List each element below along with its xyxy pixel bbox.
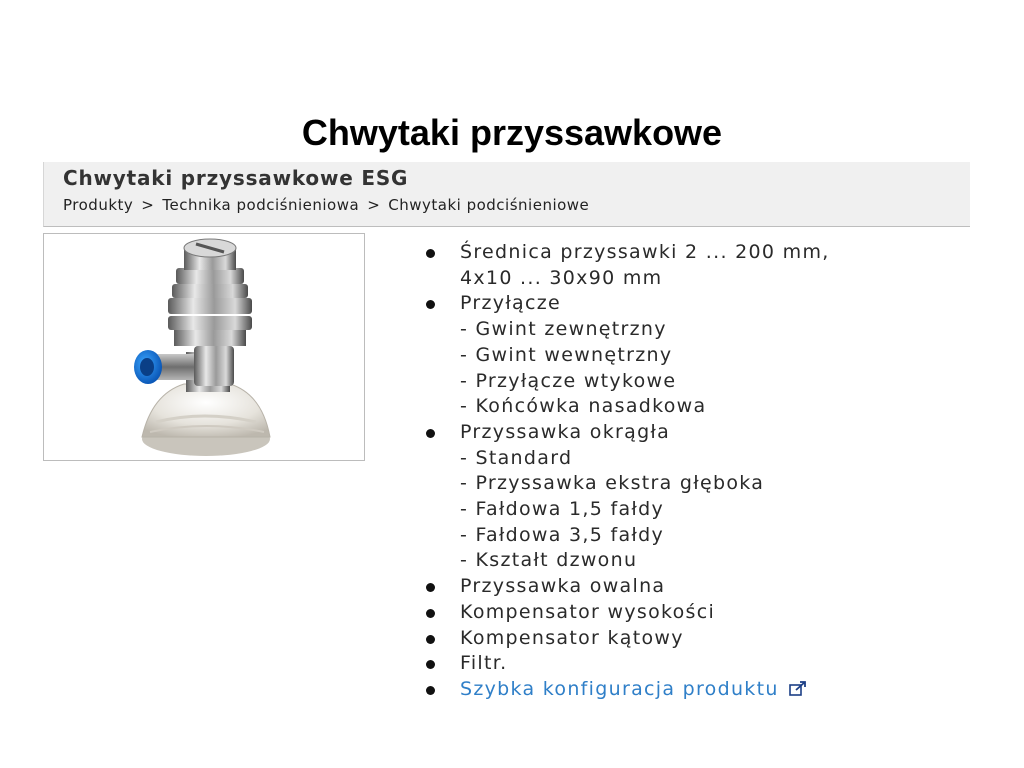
- bullet-icon: [426, 686, 435, 695]
- external-link-icon[interactable]: [789, 681, 807, 697]
- feature-label: Filtr.: [460, 652, 508, 675]
- bullet-icon: [426, 249, 435, 258]
- suction-gripper-illustration: [44, 234, 364, 460]
- list-item: [422, 574, 982, 600]
- page-title: Chwytaki przyssawkowe: [301, 112, 723, 153]
- feature-sub: - Standard: [460, 446, 573, 469]
- feature-sub: - Końcówka nasadkowa: [460, 395, 707, 418]
- nut-1: [168, 298, 252, 314]
- list-item: [422, 626, 982, 652]
- list-item: [422, 651, 982, 677]
- feature-sub: - Fałdowa 1,5 fałdy: [460, 498, 665, 521]
- feature-sub: - Przyłącze wtykowe: [460, 369, 677, 392]
- feature-sub: 4x10 ... 30x90 mm: [460, 266, 663, 289]
- feature-sub: - Gwint wewnętrzny: [460, 343, 673, 366]
- feature-sub: - Fałdowa 3,5 fałdy: [460, 523, 665, 546]
- breadcrumb: [63, 196, 589, 214]
- feature-sub: - Gwint zewnętrzny: [460, 318, 667, 341]
- feature-sub: - Kształt dzwonu: [460, 549, 638, 572]
- feature-sub: - Przyssawka ekstra głęboka: [460, 472, 765, 495]
- product-header-title: Chwytaki przyssawkowe ESG: [63, 166, 409, 190]
- product-header: [43, 162, 970, 227]
- feature-label: Kompensator kątowy: [460, 626, 684, 649]
- breadcrumb-separator: >: [367, 196, 381, 214]
- nut-top: [176, 268, 244, 284]
- feature-label: Przyssawka owalna: [460, 575, 666, 598]
- bullet-icon: [426, 635, 435, 644]
- breadcrumb-item-technika[interactable]: Technika podciśnieniowa: [162, 196, 360, 214]
- feature-label: Średnica przyssawki 2 ... 200 mm,: [460, 241, 830, 263]
- bullet-icon: [426, 429, 435, 438]
- bullet-icon: [426, 609, 435, 618]
- feature-label: Przyłącze: [460, 292, 562, 315]
- list-item: [422, 677, 982, 703]
- list-item: [422, 420, 982, 574]
- list-item: [422, 600, 982, 626]
- product-image: [43, 233, 365, 461]
- list-item: [422, 240, 982, 291]
- quick-config-link[interactable]: Szybka konfiguracja produktu: [460, 677, 779, 700]
- nut-2: [168, 316, 252, 330]
- breadcrumb-item-chwytaki[interactable]: Chwytaki podciśnieniowe: [388, 196, 590, 214]
- breadcrumb-separator: >: [141, 196, 155, 214]
- bullet-icon: [426, 583, 435, 592]
- bullet-icon: [426, 300, 435, 309]
- bullet-icon: [426, 660, 435, 669]
- feature-label: Kompensator wysokości: [460, 600, 716, 623]
- feature-label: Przyssawka okrągła: [460, 420, 671, 443]
- breadcrumb-item-produkty[interactable]: Produkty: [63, 196, 134, 214]
- feature-list: [422, 240, 982, 703]
- list-item: [422, 291, 982, 420]
